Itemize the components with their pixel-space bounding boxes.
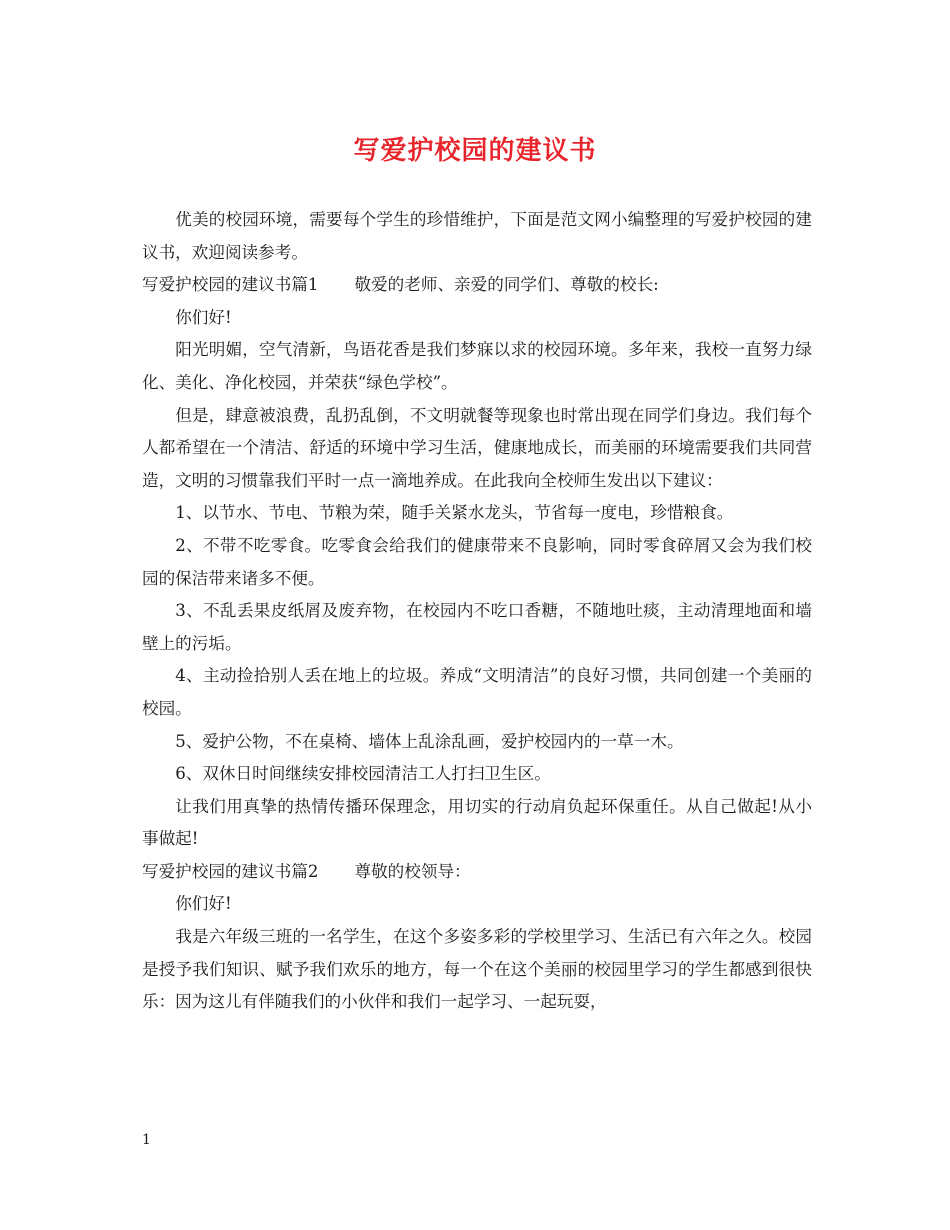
section-1-greeting: 你们好! xyxy=(175,307,232,327)
page-number: 1 xyxy=(142,1132,151,1148)
section-2-heading: 写爱护校园的建议书篇2 xyxy=(142,861,319,881)
section-2-heading-line xyxy=(142,856,812,889)
section-1-paragraph: 阳光明媚，空气清新，鸟语花香是我们梦寐以求的校园环境。多年来，我校一直努力绿化、美化、净化校园，并荣获“绿色学校”。 xyxy=(142,340,812,392)
section-1-closing: 让我们用真挚的热情传播环保理念，用切实的行动肩负起环保重任。从自己做起!从小事做起! xyxy=(142,796,812,849)
document-title: 写爱护校园的建议书 xyxy=(353,136,597,166)
suggestion-item: 2、不带不吃零食。吃零食会给我们的健康带来不良影响，同时零食碎屑又会为我们校园的保洁带来诸多不便。 xyxy=(142,535,812,588)
suggestion-item: 5、爱护公物，不在桌椅、墙体上乱涂乱画，爱护校园内的一草一木。 xyxy=(175,731,684,751)
document-body xyxy=(142,204,812,1019)
intro-paragraph: 优美的校园环境，需要每个学生的珍惜维护，下面是范文网小编整理的写爱护校园的建议书，欢迎阅读参考。 xyxy=(142,210,812,262)
section-1-heading-line xyxy=(142,269,812,302)
section-2-paragraph: 我是六年级三班的一名学生，在这个多姿多彩的学校里学习、生活已有六年之久。校园是授予我们知识、赋予我们欢乐的地方，每一个在这个美丽的校园里学习的学生都感到很快乐：因为这儿有伴随我们的小伙伴和我们一起学习、一起玩耍， xyxy=(142,927,812,1012)
section-1-heading: 写爱护校园的建议书篇1 xyxy=(142,275,319,295)
suggestion-item: 4、主动捡拾别人丢在地上的垃圾。养成“文明清洁”的良好习惯，共同创建一个美丽的校园。 xyxy=(142,666,812,718)
section-2-greeting: 你们好! xyxy=(175,894,232,914)
section-2-salutation: 尊敬的校领导： xyxy=(354,861,471,881)
suggestion-item: 6、双休日时间继续安排校园清洁工人打扫卫生区。 xyxy=(175,764,551,784)
suggestion-item: 1、以节水、节电、节粮为荣，随手关紧水龙头，节省每一度电，珍惜粮食。 xyxy=(175,503,734,523)
section-1-paragraph: 但是，肆意被浪费，乱扔乱倒，不文明就餐等现象也时常出现在同学们身边。我们每个人都希望在一个清洁、舒适的环境中学习生活，健康地成长，而美丽的环境需要我们共同营造，文明的习惯靠我们平时一点一滴地养成。在此我向全校师生发出以下建议： xyxy=(142,405,812,490)
section-1-salutation: 敬爱的老师、亲爱的同学们、尊敬的校长: xyxy=(354,275,659,295)
suggestion-item: 3、不乱丢果皮纸屑及废弃物，在校园内不吃口香糖，不随地吐痰，主动清理地面和墙壁上的污垢。 xyxy=(142,601,812,653)
